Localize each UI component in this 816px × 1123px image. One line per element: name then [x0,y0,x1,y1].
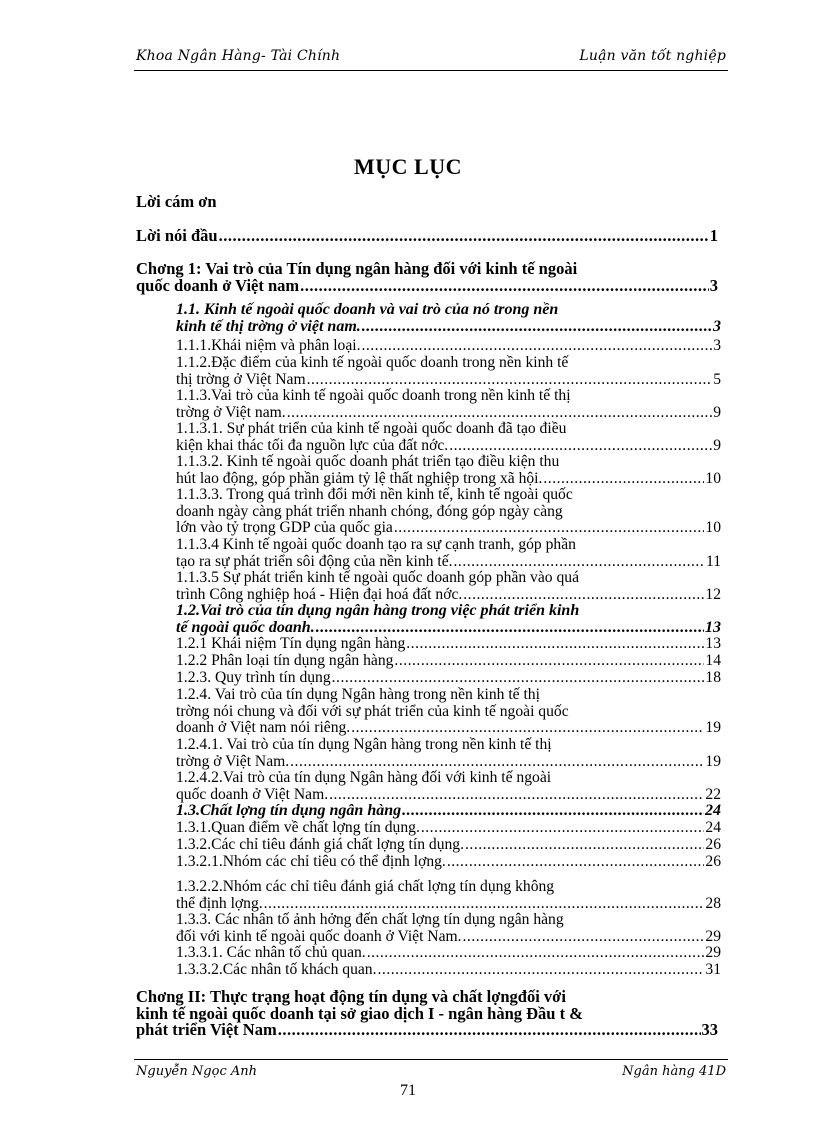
toc-entry-text: hút lao động, góp phần giảm tỷ lệ thất nghiệp trong xã hội. [176,469,543,487]
dot-leader [300,278,709,295]
toc-entry-text: Chơng 1: Vai trò của Tín dụng ngân hàng đối với kinh tế ngoài [136,259,578,278]
toc-entry[interactable] [176,770,721,803]
dot-leader [447,854,705,871]
toc-entry[interactable] [176,487,721,537]
dot-leader [316,620,704,637]
toc-entry-text: 1.2.4.1. Vai trò của tín dụng Ngân hàng trong nền kinh tế thị [176,736,552,753]
toc-entry-text: Lời nói đầu [136,226,218,245]
toc-entry-text: 1.1.3.2. Kinh tế ngoài quốc doanh phát triển tạo điều kiện thu [176,453,560,470]
dot-leader [329,787,704,804]
toc-entry[interactable] [136,989,718,1039]
toc-page-number: 24 [705,802,721,819]
toc-entry[interactable] [176,737,721,770]
toc-page-number: 9 [713,403,721,421]
toc-entry[interactable] [176,879,721,912]
toc-page-number: 12 [705,585,721,603]
toc-entry-text: quốc doanh ở Việt nam [136,275,300,295]
dot-leader [278,1022,701,1039]
toc-entry-text: trờng ở Việt Nam. [176,752,290,770]
toc-entry-text: 1.3.2.2.Nhóm các chỉ tiêu đánh giá chất lợng tín dụng không [176,878,555,895]
dot-leader [264,896,705,913]
dot-leader [465,837,704,854]
toc-entry[interactable] [176,388,721,421]
toc-page-number: 10 [705,519,721,536]
toc-page-number: 33 [701,1020,718,1039]
toc-page-number: 22 [705,785,721,803]
toc-entry-text: doanh ngày càng phát triển nhanh chóng, đóng góp ngày càng [176,502,563,520]
toc-page-number: 3 [709,275,718,295]
toc-entry-text: 1.1.3.Vai trò của kinh tế ngoài quốc doanh trong nền kinh tế thị [176,387,571,404]
toc-entry-text: Chơng II: Thực trạng hoạt động tín dụng và chất lợngđối với [136,987,566,1006]
toc-entry-text: 1.3.Chất lợng tín dụng ngân hàng [176,802,402,819]
toc-entry[interactable] [176,355,721,388]
toc-page-number: 24 [705,819,721,836]
toc-entry[interactable] [176,837,721,854]
footer-author: Nguyễn Ngọc Anh [136,1064,257,1079]
dot-leader [287,405,713,422]
page-number: 71 [400,1082,416,1099]
toc-entry-text: 1.1.1.Khái niệm và phân loại. [176,337,361,354]
dot-leader [351,720,704,737]
toc-entry-text: 1.1. Kinh tế ngoài quốc doanh và vai trò của nó trong nền [176,301,559,318]
toc-entry-text: trờng nói chung và đối với sự phát triển của kinh tế ngoài quốc [176,702,569,720]
toc-entry[interactable] [176,636,721,653]
toc-entry-text: 1.2.3. Quy trình tín dụng [176,669,331,686]
toc-entry-text: 1.1.3.4 Kinh tế ngoài quốc doanh tạo ra sự cạnh tranh, góp phần [176,536,576,553]
toc-entry-text: quốc doanh ở Việt Nam. [176,785,329,803]
dot-leader [367,945,705,962]
toc-page-number: 29 [705,927,721,945]
toc-entry[interactable] [176,570,721,603]
toc-entry[interactable] [136,261,718,294]
toc-entry-text: 1.1.3.3. Trong quá trình đổi mới nền kinh tế, kinh tế ngoài quốc [176,486,573,503]
page-footer [134,1059,728,1080]
toc-page-number: 13 [705,618,721,636]
toc-entry-text: kinh tế thị trờng ở việt nam. [176,317,361,335]
toc-entry[interactable] [176,912,721,945]
toc-entry[interactable] [176,338,721,355]
toc-entry[interactable] [176,421,721,454]
dot-leader [362,319,712,336]
toc-entry-text: đối với kinh tế ngoài quốc doanh ở Việt Nam. [176,927,462,945]
dot-leader [463,587,704,604]
toc-page-number: 29 [705,944,721,961]
toc-entry-text: 1.2.2 Phân loại tín dụng ngân hàng [176,652,394,669]
dot-leader [307,372,713,389]
toc-entry-text: 1.3.2.Các chỉ tiêu đánh giá chất lợng tín dụng. [176,836,465,853]
toc-page-number: 19 [705,752,721,770]
toc-page-number: 14 [705,652,721,669]
toc-page-number: 3 [713,317,721,335]
toc-entry[interactable] [176,670,721,687]
toc-entry-text: kinh tế ngoài quốc doanh tại sở giao dịch I - ngân hàng Đầu t & [136,1003,583,1023]
page-header [134,46,728,71]
dot-leader [454,554,705,571]
dot-leader [219,228,709,245]
toc-entry-text: 1.1.3.1. Sự phát triển của kinh tế ngoài quốc doanh đã tạo điều [176,420,567,437]
dot-leader [332,670,705,687]
toc-page-number: 9 [713,436,721,454]
toc-entry-text: thị trờng ở Việt Nam [176,370,306,388]
toc-page-number: 3 [713,337,721,354]
toc-entry[interactable] [176,945,721,962]
toc-entry-text: 1.3.1.Quan điểm về chất lợng tín dụng. [176,819,420,836]
toc-entry-text: tạo ra sự phát triển sôi động của nền kinh tế. [176,552,453,570]
toc-entry-text: kiện khai thác tối đa nguồn lực của đất nớc. [176,436,449,454]
toc-page-number: 26 [705,836,721,853]
toc-entry-text: 1.2.Vai trò của tín dụng ngân hàng trong việc phát triển kinh [176,602,580,619]
footer-class: Ngân hàng 41D [622,1064,726,1079]
toc-entry[interactable] [176,653,721,670]
toc-entry[interactable] [176,854,721,871]
toc-entry[interactable] [176,803,721,820]
toc-page-number: 13 [705,635,721,652]
toc-entry-text: tế ngoài quốc doanh. [176,618,315,636]
dot-leader [394,520,705,537]
toc-entry[interactable] [176,537,721,570]
toc-entry-text: 1.2.1 Khái niệm Tín dụng ngân hàng [176,635,406,652]
dot-leader [421,820,705,837]
dot-leader [543,471,704,488]
toc-entry-text: 1.3.3.1. Các nhân tố chủ quan. [176,944,366,961]
toc-entry[interactable] [176,603,721,636]
dot-leader [406,636,704,653]
toc-entry-text: 1.3.3. Các nhân tố ảnh hởng đến chất lợng tín dụng ngân hàng [176,911,564,928]
toc-page-number: 26 [705,853,721,870]
toc-page-number: 1 [709,226,718,245]
toc-entry-text: 1.1.3.5 Sự phát triển kinh tế ngoài quốc doanh góp phần vào quá [176,569,579,586]
header-faculty: Khoa Ngân Hàng- Tài Chính [136,48,341,64]
dot-leader [449,438,712,455]
toc-entry[interactable] [136,228,718,245]
toc-entry-text: doanh ở Việt nam nói riêng. [176,719,351,736]
toc-page-number: 5 [713,370,721,388]
toc-entry-text: 1.2.4. Vai trò của tín dụng Ngân hàng trong nền kinh tế thị [176,686,540,703]
dot-leader [378,962,705,979]
toc-entry-text: 1.2.4.2.Vai trò của tín dụng Ngân hàng đối với kinh tế ngoài [176,769,552,786]
toc-page-number: 19 [705,719,721,736]
toc-entry[interactable] [176,302,721,335]
header-document-type: Luận văn tốt nghiệp [579,48,726,64]
toc-entry[interactable] [136,194,718,211]
dot-leader [394,653,704,670]
dot-leader [463,929,705,946]
toc-entry-text: trình Công nghiệp hoá - Hiện đại hoá đất nớc. [176,585,463,603]
toc-entry[interactable] [176,454,721,487]
toc-entry-text: phát triển Việt Nam [136,1020,277,1039]
toc-entry[interactable] [176,962,721,979]
toc-page-number: 10 [705,469,721,487]
toc-entry[interactable] [176,687,721,737]
page-title: MỤC LỤC [354,154,462,179]
toc-page-number: 18 [705,669,721,686]
toc-entry[interactable] [176,820,721,837]
toc-entry-text: lớn vào tỷ trọng GDP của quốc gia [176,519,393,536]
toc-page-number: 31 [705,961,721,978]
toc-entry-text: trờng ở Việt nam. [176,403,286,421]
toc-entry-text: 1.3.2.1.Nhóm các chỉ tiêu có thể định lợng. [176,853,446,870]
toc-page-number: 28 [705,894,721,912]
dot-leader [402,803,704,820]
toc-entry-text: 1.3.3.2.Các nhân tố khách quan. [176,961,377,978]
toc-entry-text: thể định lợng. [176,894,263,912]
toc-entry-text: Lời cám ơn [136,192,217,211]
toc-page-number: 11 [705,552,721,570]
dot-leader [361,338,712,355]
dot-leader [290,754,704,771]
toc-entry-text: 1.1.2.Đặc điểm của kinh tế ngoài quốc doanh trong nền kinh tế [176,354,569,371]
